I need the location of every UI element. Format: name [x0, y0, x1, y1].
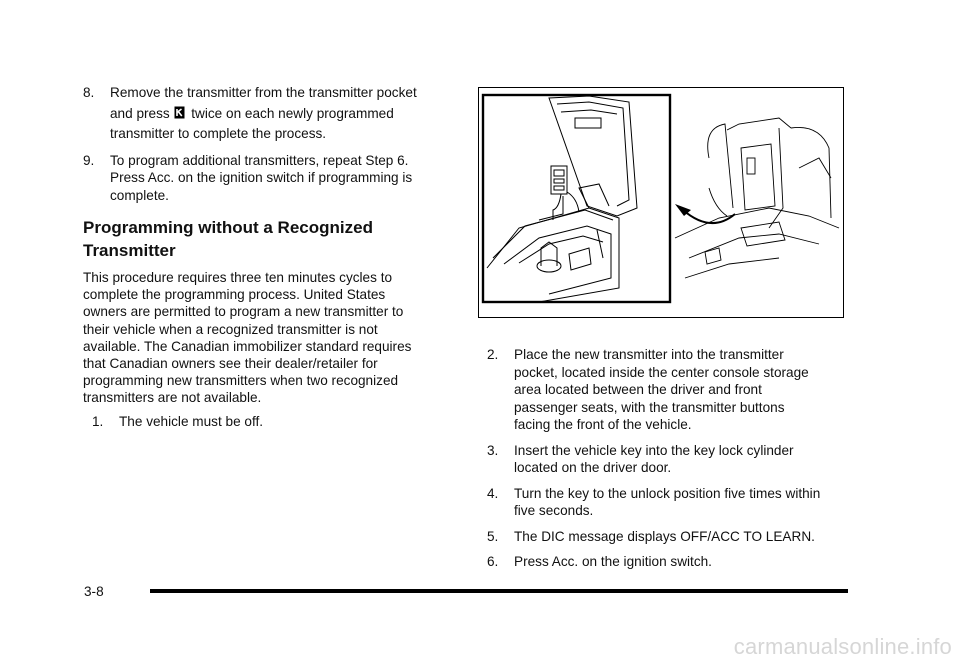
- step-text-line: To program additional transmitters, repeat Step 6.: [110, 152, 409, 168]
- step-3: [487, 442, 846, 477]
- step-number: 1.: [92, 413, 104, 429]
- paragraph-line: complete the programming process. United States: [83, 287, 386, 303]
- paragraph-line: transmitters are not available.: [83, 390, 262, 406]
- step-text-line: The DIC message displays OFF/ACC TO LEARN.: [514, 528, 815, 544]
- right-steps: [478, 346, 846, 571]
- footer-rule: [150, 589, 848, 593]
- paragraph-line: programming new transmitters when two recognized: [83, 373, 399, 389]
- step-5: [487, 528, 846, 546]
- paragraph-line: that Canadian owners see their dealer/retailer for: [83, 356, 378, 372]
- step-number: 5.: [487, 528, 499, 544]
- intro-paragraph: [83, 269, 455, 407]
- step-text-line: Turn the key to the unlock position five times within: [514, 485, 821, 501]
- step-8: [83, 84, 455, 143]
- step-9: [83, 152, 455, 205]
- step-text-line: five seconds.: [514, 503, 594, 518]
- step-6: [487, 553, 846, 571]
- step-number: 2.: [487, 347, 499, 362]
- step-text-line: Press Acc. on the ignition switch if programming is: [110, 170, 413, 185]
- step-text-line: Remove the transmitter from the transmitter pocket: [110, 85, 417, 100]
- step-text-line: [110, 105, 455, 123]
- step-text-line: The vehicle must be off.: [119, 413, 264, 429]
- heading-line: Programming without a Recognized: [83, 218, 373, 237]
- step-text-line: Place the new transmitter into the transmitter: [514, 347, 784, 362]
- key-lock-icon: [174, 106, 185, 119]
- step-text-fragment: and press: [110, 105, 170, 121]
- paragraph-line: owners are permitted to program a new transmitter to: [83, 304, 404, 320]
- step-text-fragment: twice on each newly programmed: [191, 105, 394, 121]
- step-text-line: facing the front of the vehicle.: [514, 417, 692, 432]
- step-text-line: pocket, located inside the center console storage: [514, 364, 809, 380]
- step-4: [487, 485, 846, 520]
- step-text-line: transmitter to complete the process.: [110, 126, 327, 141]
- section-heading: [83, 216, 455, 262]
- step-number: 4.: [487, 485, 499, 501]
- step-text-line: area located between the driver and front: [514, 382, 762, 397]
- paragraph-line: available. The Canadian immobilizer standard requires: [83, 338, 412, 354]
- step-2: [487, 346, 846, 434]
- heading-line: Transmitter: [83, 241, 176, 260]
- step-number: 6.: [487, 554, 499, 569]
- step-text-line: located on the driver door.: [514, 460, 672, 475]
- paragraph-line: their vehicle when a recognized transmitter is not: [83, 321, 378, 337]
- step-number: 8.: [83, 85, 95, 100]
- step-text-line: Insert the vehicle key into the key lock cylinder: [514, 442, 794, 458]
- paragraph-line: This procedure requires three ten minutes cycles to: [83, 270, 393, 285]
- step-number: 9.: [83, 152, 95, 168]
- console-transmitter-pocket-illustration: [479, 88, 845, 319]
- step-number: 3.: [487, 442, 499, 458]
- step-text-line: Press Acc. on the ignition switch.: [514, 554, 712, 569]
- watermark: carmanualsonline.info: [733, 634, 952, 659]
- step-text-line: complete.: [110, 187, 169, 203]
- step-text-line: passenger seats, with the transmitter buttons: [514, 399, 785, 415]
- right-column: [478, 87, 846, 579]
- step-1: [92, 413, 455, 431]
- page-number: 3-8: [84, 584, 104, 599]
- console-illustration-figure: [478, 87, 844, 318]
- left-column: [83, 84, 455, 438]
